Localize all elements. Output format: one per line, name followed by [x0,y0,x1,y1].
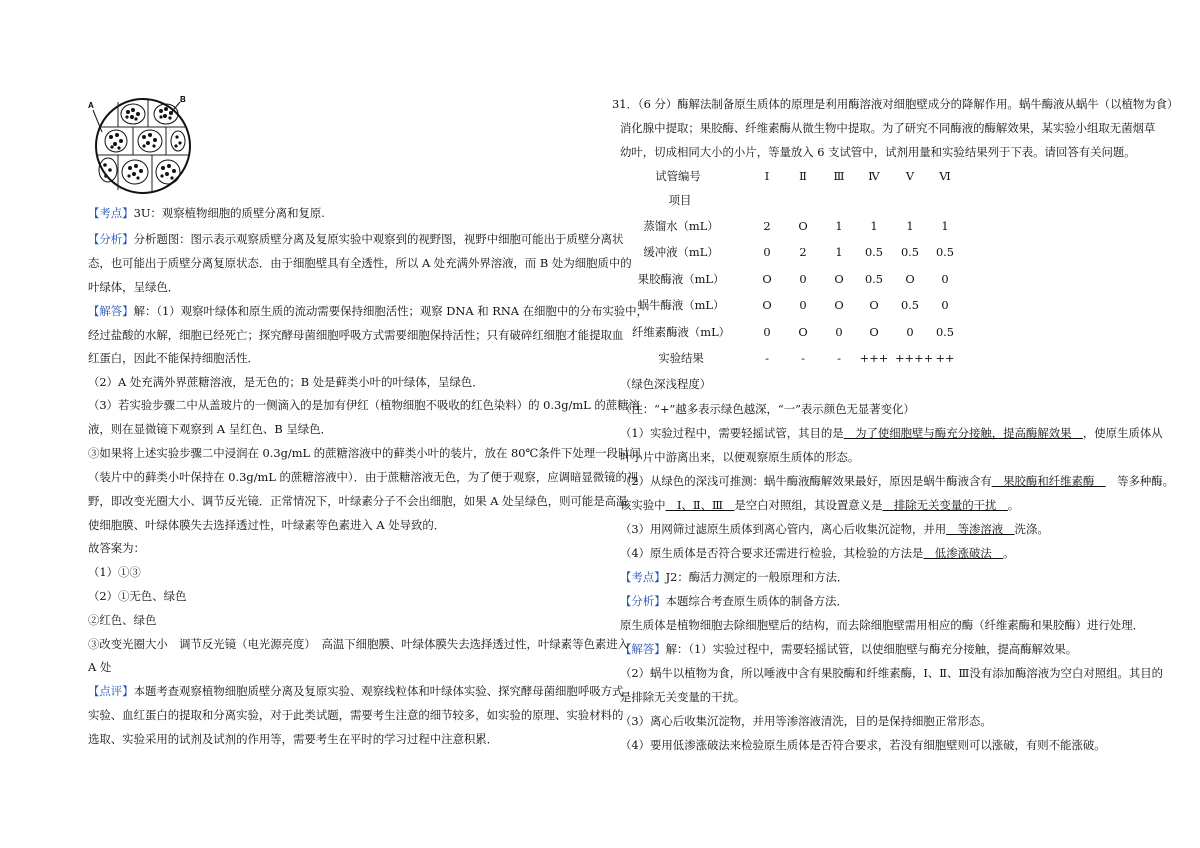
table-cell: 0 [941,272,949,286]
r-jieda-line-4: （3）离心后收集沉淀物，并用等渗溶液清洗，目的是保持细胞正常形态。 [620,714,992,728]
r-kaodian-line: 【考点】J2：酶活力测定的一般原理和方法． [620,570,849,584]
table-cell: 1 [941,219,949,233]
table-cell: 1 [835,219,843,233]
fenxi-tag: 【分析】 [88,232,134,246]
answer-blank-4: 排除无关变量的干扰 [882,498,1008,512]
answer-blank-6: 低渗涨破法 [923,546,1004,560]
jieda-line-3: 红蛋白，因此不能保持细胞活性． [88,351,259,365]
kaodian-line: 【考点】3U：观察植物细胞的质壁分离和复原. [88,206,325,220]
table-cell: 0 [906,325,914,339]
table-cell: 0 [763,325,771,339]
table-row-label: 缓冲液（mL） [643,245,719,259]
plasmolysis-figure [88,92,198,198]
table-note: （注：“+”越多表示绿色越深，“一”表示颜色无显著变化） [620,402,915,416]
r-jieda-line-2: （2）蜗牛以植物为食，所以唾液中含有果胶酶和纤维素酶，Ⅰ、Ⅱ、Ⅲ没有添加酶溶液为空白对照组。其目的 [620,666,1164,680]
r-jieda-line-5: （4）要用低渗涨破法来检验原生质体是否符合要求，若没有细胞壁则可以涨破，有则不能涨破。 [620,738,1106,752]
table-cell: O [869,325,879,339]
answer-head: 故答案为： [88,541,145,555]
table-cell: O [834,298,844,312]
table-cell: ++++ [895,351,934,365]
sub-q4: （4）原生质体是否符合要求还需进行检验，其检验的方法是 低渗涨破法 。 [620,546,1015,560]
table-result-note: （绿色深浅程度） [620,377,712,391]
table-row-label: 实验结果 [658,351,704,365]
col-head: Ⅲ [833,169,845,183]
table-cell: 0.5 [864,272,884,286]
answer-2: （2）①无色、绿色 [88,589,187,603]
answer-blank-3: Ⅰ、Ⅱ、Ⅲ [665,498,735,512]
table-cell: 0.5 [900,245,920,259]
table-cell: - [837,351,841,365]
col-head: Ⅱ [799,169,807,183]
table-head-sub: 项目 [668,193,692,207]
table-cell: 0 [763,245,771,259]
table-cell: O [762,272,772,286]
fenxi-line-1: 【分析】分析题图：图示表示观察质壁分离及复原实验中观察到的视野图，视野中细胞可能出于质壁分离状 [88,232,624,246]
jieda-line-8: （装片中的藓类小叶保持在 0.3g/mL 的蔗糖溶液中）．由于蔗糖溶液无色，为了便于观察，应调暗显微镜的视 [88,470,639,484]
table-cell: 0.5 [900,298,920,312]
jieda-line-2: 经过盐酸的水解，细胞已经死亡；探究酵母菌细胞呼吸方式需要细胞保持活性；只有破碎红细胞才能提取血 [88,328,624,342]
dianping-line-2: 实验、血红蛋白的提取和分离实验，对于此类试题，需要考生注意的细节较多，如实验的原理、实验材料的 [88,708,624,722]
table-cell: O [834,272,844,286]
jieda-line-10: 使细胞膜、叶绿体膜失去选择透过性，叶绿素等色素进入 A 处导致的． [88,518,446,532]
table-cell: 0.5 [864,245,884,259]
jieda-line-5: （3）若实验步骤二中从盖玻片的一侧滴入的是加有伊红（植物细胞不吸收的红色染料）的 0.3g/mL 的蔗糖溶 [88,398,640,412]
table-cell: 2 [763,219,771,233]
col-head: Ⅴ [905,169,915,183]
table-head-label: 试管编号 [655,169,701,183]
table-cell: 2 [799,245,807,259]
table-cell: 0.5 [935,245,955,259]
fenxi-line-2: 态，也可能出于质壁分离复原状态．由于细胞壁具有全透性，所以 A 处充满外界溶液，而 B 处为细胞质中的 [88,256,632,270]
table-row-label: 蒸馏水（mL） [643,219,719,233]
table-row-label: 蜗牛酶液（mL） [637,298,725,312]
answer-blank-1: 为了使细胞壁与酶充分接触，提高酶解效果 [843,426,1083,440]
table-cell: O [869,298,879,312]
table-cell: 0 [799,298,807,312]
table-cell: O [762,298,772,312]
jieda-line-1: 【解答】解：（1）观察叶绿体和原生质的流动需要保持细胞活性；观察 DNA 和 RNA 在细胞中的分布实验中， [88,304,648,318]
kaodian-tag: 【考点】 [88,206,134,220]
r-fenxi-line-2: 原生质体是植物细胞去除细胞壁后的结构，而去除细胞壁需用相应的酶（纤维素酶和果胶酶）进行处理． [620,618,1144,632]
table-cell: - [765,351,769,365]
answer-1: （1）①③ [88,565,141,579]
dianping-line-3: 选取、实验采用的试剂及试剂的作用等，需要考生在平时的学习过程中注意积累． [88,732,499,746]
dianping-tag: 【点评】 [88,684,134,698]
table-cell: 1 [906,219,914,233]
table-row-label: 纤维素酶液（mL） [631,325,731,339]
table-cell: O [798,325,808,339]
r-jieda-line-3: 是排除无关变量的干扰。 [620,690,746,704]
table-cell: +++ [859,351,889,365]
sub-q3: （3）用网筛过滤原生质体到离心管内，离心后收集沉淀物，并用 等渗溶液 洗涤。 [620,522,1049,536]
table-cell: 1 [835,245,843,259]
label-b: B [180,95,186,104]
table-cell: O [905,272,915,286]
table-row-label: 果胶酶液（mL） [637,272,725,286]
col-head: Ⅵ [939,169,951,183]
jieda-line-6: 液，则在显微镜下观察到 A 呈红色、B 呈绿色． [88,422,332,436]
r-jieda-line-1: 【解答】解：（1）实验过程中，需要轻摇试管，以使细胞壁与酶充分接触，提高酶解效果。 [620,642,1078,656]
cell-diagram [88,92,198,198]
fenxi-line-3: 叶绿体，呈绿色． [88,280,180,294]
r-kaodian-tag: 【考点】 [620,570,666,584]
col-head: Ⅳ [868,169,880,183]
table-cell: 1 [870,219,878,233]
answer-blank-5: 等渗溶液 [946,522,1015,536]
table-cell: 0.5 [935,325,955,339]
jieda-line-4: （2）A 处充满外界蔗糖溶液，是无色的；B 处是藓类小叶的叶绿体，呈绿色． [88,375,484,389]
dianping-line-1: 【点评】本题考查观察植物细胞质壁分离及复原实验、观察线粒体和叶绿体实验、探究酵母菌细胞呼吸方式 [88,684,624,698]
sub-q1-cont: 叶小片中游离出来，以便观察原生质体的形态。 [620,450,860,464]
sub-q2-cont: 该实验中 Ⅰ、Ⅱ、Ⅲ 是空白对照组，其设置意义是 排除无关变量的干扰 。 [620,498,1020,512]
jieda-line-9: 野，即改变光圈大小、调节反光镜．正常情况下，叶绿素分子不会出细胞，如果 A 处呈绿色，则可能是高温 [88,494,628,508]
col-head: Ⅰ [764,169,770,183]
sub-q1: （1）实验过程中，需要轻摇试管，其目的是 为了使细胞壁与酶充分接触，提高酶解效果 ，使原生质体从 [620,426,1163,440]
jieda-tag: 【解答】 [88,304,134,318]
table-cell: 0 [799,272,807,286]
answer-3: ②红色、绿色 [88,613,157,627]
r-fenxi-tag: 【分析】 [620,594,666,608]
question-line-1: 31．（6 分）酶解法制备原生质体的原理是利用酶溶液对细胞壁成分的降解作用。蜗牛酶液从蜗牛（以植物为食） [612,97,1179,111]
table-cell: O [798,219,808,233]
r-fenxi-line: 【分析】本题综合考查原生质体的制备方法． [620,594,848,608]
answer-5: A 处 [88,660,112,674]
label-a: A [88,101,94,110]
answer-blank-2: 果胶酶和纤维素酶 [991,474,1106,488]
question-line-3: 幼叶，切成相同大小的小片，等量放入 6 支试管中，试剂用量和实验结果列于下表。请回答有关问题。 [620,145,1136,159]
table-cell: - [801,351,805,365]
question-line-2: 消化腺中提取；果胶酶、纤维素酶从微生物中提取。为了研究不同酶液的酶解效果，某实验小组取无菌烟草 [620,121,1156,135]
table-cell: ++ [935,351,955,365]
sub-q2: （2）从绿色的深浅可推测：蜗牛酶液酶解效果最好，原因是蜗牛酶液含有 果胶酶和纤维素酶 等多种酶。 [620,474,1175,488]
answer-4: ③改变光圈大小 调节反光镜（电光源亮度） 高温下细胞膜、叶绿体膜失去选择透过性，叶绿素等色素进入 [88,637,630,651]
table-cell: 0 [941,298,949,312]
jieda-line-7: ③如果将上述实验步骤二中浸润在 0.3g/mL 的蔗糖溶液中的藓类小叶的装片，放在 80℃条件下处理一段时间 [88,446,641,460]
table-cell: 0 [835,325,843,339]
r-jieda-tag: 【解答】 [620,642,666,656]
